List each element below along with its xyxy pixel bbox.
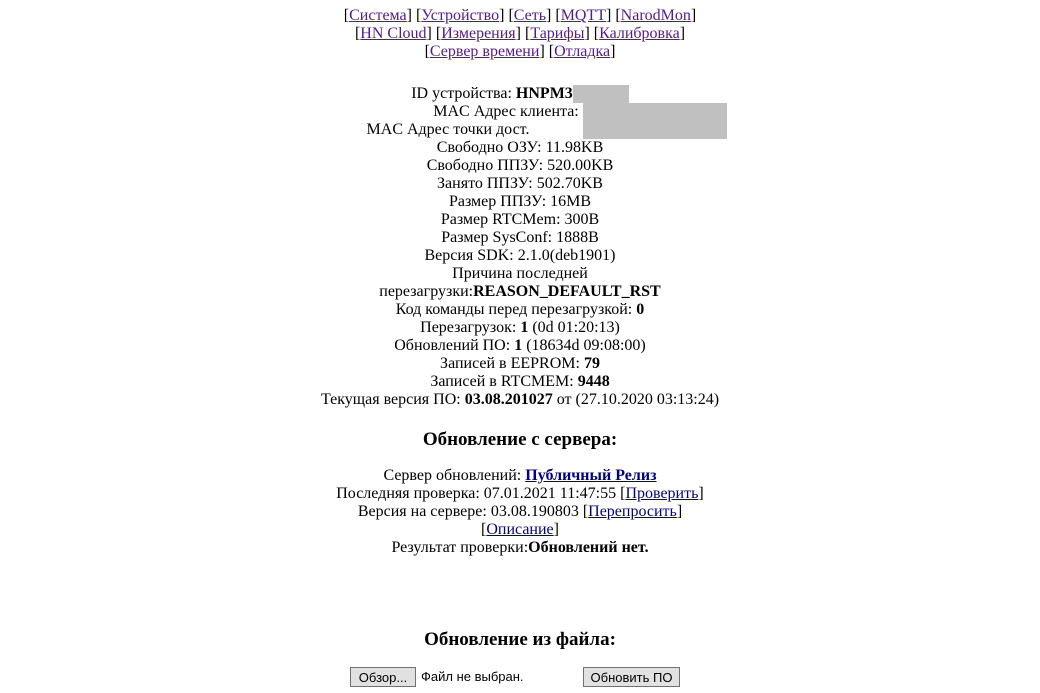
check-result-label: Результат проверки: [391,539,529,556]
eeprom-records-value: 79 [583,355,600,372]
nav-link-calibration[interactable]: Калибровка [599,25,680,42]
reboots-value: 1 [520,319,529,336]
reset-reason-line-1: Причина последней [452,265,588,282]
free-ram: Свободно ОЗУ: 11.98KB [436,139,604,156]
nav-row-2: [HN Cloud] [Измерения] [Тарифы] [Калибровка] [354,25,686,42]
update-firmware-button[interactable]: Обновить ПО [583,667,680,687]
fw-version-label: Текущая версия ПО: [320,391,461,408]
eeprom-records-label: Записей в EEPROM: [440,355,580,372]
last-check-label: Последняя проверка: 07.01.2021 11:47:55 [336,485,617,502]
description-link[interactable]: Описание [486,521,554,538]
check-result-row [0,539,1040,557]
fw-version-row [0,391,1040,409]
description-row: [Описание] [481,521,559,538]
device-id-row [0,85,1040,103]
reboots-uptime: (0d 01:20:13) [532,319,620,336]
update-server-label: Сервер обновлений: [383,467,522,484]
server-version-label: Версия на сервере: 03.08.190803 [357,503,579,520]
fw-version-value: 03.08.201027 [464,391,553,408]
update-server-link[interactable]: Публичный Релиз [525,467,657,484]
reset-reason-value: REASON_DEFAULT_RST [473,283,661,300]
rtcmem-records-label: Записей в RTCMEM: [430,373,574,390]
rtcmem-size: Размер RTCMem: 300B [440,211,600,228]
server-update-heading: Обновление с сервера: [422,429,618,450]
ap-mac-label: MAC Адрес точки дост. [366,121,530,138]
nav-link-debug[interactable]: Отладка [554,43,611,60]
reboots-row [0,319,1040,337]
fw-updates-row [0,337,1040,355]
flash-size: Размер ППЗУ: 16MB [448,193,592,210]
update-server-row [0,467,1040,485]
nav-link-network[interactable]: Сеть [513,7,547,24]
fw-updates-value: 1 [514,337,523,354]
nav-link-device[interactable]: Устройство [421,7,500,24]
check-link[interactable]: Проверить [625,485,699,502]
cmd-before-reset-value: 0 [636,301,645,318]
nav-link-time-server[interactable]: Сервер времени [429,43,540,60]
device-id-value: HNPM3 [515,85,573,102]
browse-button[interactable]: Обзор... [350,667,416,687]
device-id-label: ID устройства: [411,85,512,102]
nav-link-tariffs[interactable]: Тарифы [530,25,585,42]
fw-version-from: от [556,391,572,408]
free-flash: Свободно ППЗУ: 520.00KB [426,157,614,174]
check-result-value: Обновлений нет. [528,539,649,556]
eeprom-records-row [0,355,1040,373]
sysconf-size: Размер SysConf: 1888B [441,229,599,246]
reset-reason-label: перезагрузки: [379,283,474,300]
cmd-before-reset-row [0,301,1040,319]
main-navigation [0,0,1040,61]
server-version-row: Версия на сервере: 03.08.190803 [Перепросить] [357,503,683,520]
last-check-row: Последняя проверка: 07.01.2021 11:47:55 [Проверить] [336,485,704,502]
redacted-device-id [573,85,629,103]
nav-link-system[interactable]: Система [349,7,407,24]
nav-link-narodmon[interactable]: NarodMon [620,7,691,24]
nav-row-3: [Сервер времени] [Отладка] [424,43,616,60]
device-info [0,85,1040,409]
reset-reason-row [0,283,1040,301]
rtcmem-records-value: 9448 [577,373,610,390]
fw-updates-label: Обновлений ПО: [394,337,511,354]
used-flash: Занято ППЗУ: 502.70KB [437,175,603,192]
requery-link[interactable]: Перепросить [588,503,677,520]
server-update-section [0,467,1040,557]
file-upload-form [0,667,1040,689]
ap-mac-row [0,121,968,139]
client-mac-label: MAC Адрес клиента: [433,103,579,120]
sdk-version: Версия SDK: 2.1.0(deb1901) [424,247,616,264]
nav-row-1: [Система] [Устройство] [Сеть] [MQTT] [NarodMon] [343,7,697,24]
file-update-heading: Обновление из файла: [424,629,616,650]
no-file-text: Файл не выбран. [421,669,524,684]
cmd-before-reset-label: Код команды перед перезагрузкой: [395,301,633,318]
nav-link-mqtt[interactable]: MQTT [560,7,607,24]
fw-version-date: (27.10.2020 03:13:24) [575,391,720,408]
nav-link-measurements[interactable]: Измерения [441,25,516,42]
nav-link-hn-cloud[interactable]: HN Cloud [360,25,427,42]
fw-updates-extra: (18634d 09:08:00) [526,337,646,354]
reboots-label: Перезагрузок: [420,319,517,336]
rtcmem-records-row [0,373,1040,391]
